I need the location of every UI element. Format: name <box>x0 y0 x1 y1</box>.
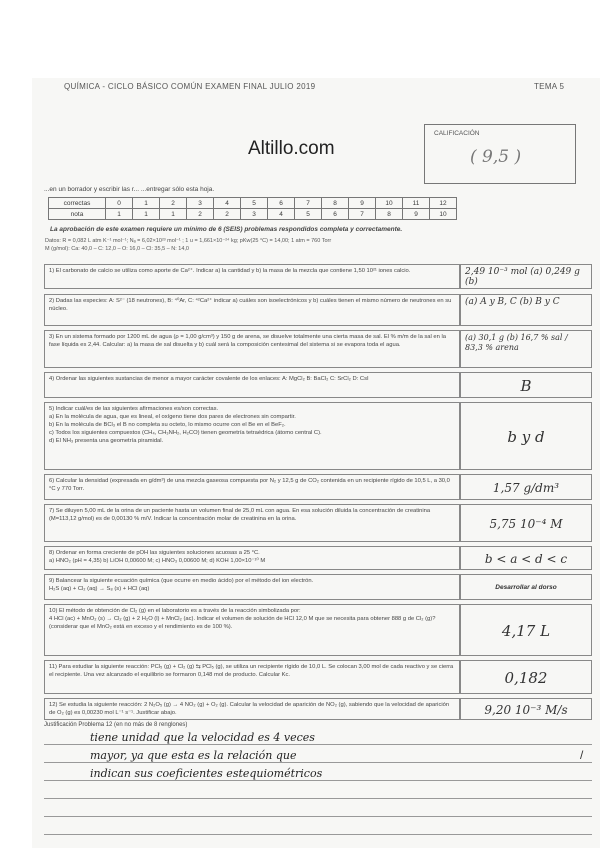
ruled-line <box>44 798 592 799</box>
score-cell: 8 <box>322 198 349 209</box>
handwritten-line: tiene unidad que la velocidad es 4 veces <box>90 731 315 744</box>
answer-10: 4,17 L <box>460 604 592 656</box>
data-line: Datos: R = 0,082 L atm K⁻¹ mol⁻¹; Nₐ = 6,02×10²³ mol⁻¹ ; 1 u = 1,661×10⁻²⁴ kg; pKw(25 °C) = 14,00; 1 atm = 760 Torr <box>45 238 332 244</box>
score-cell: 4 <box>268 209 295 220</box>
score-cell: 2 <box>214 209 241 220</box>
score-cell: 4 <box>214 198 241 209</box>
answer-9: Desarrollar al dorso <box>460 574 592 600</box>
ruled-line <box>44 816 592 817</box>
score-table <box>48 197 457 220</box>
question-8: 8) Ordenar en forma creciente de pOH las siguientes soluciones acuosas a 25 °C. a) HNO₂ (pH = 4,35) b) LiOH 0,00600 M; c) HNO₃ 0,00600 M; d) KOH 1,00×10⁻¹⁰ M <box>44 546 460 570</box>
score-cell: 1 <box>160 209 187 220</box>
score-cell: 2 <box>187 209 214 220</box>
question-4: 4) Ordenar las siguientes sustancias de menor a mayor carácter covalente de los enlaces: A: MgCl₂ B: BaCl₂ C: SrCl₂ D: CsI <box>44 372 460 398</box>
handwritten-line: mayor, ya que esta es la relación que <box>90 749 297 762</box>
answer-12: 9,20 10⁻³ M/s <box>460 698 592 720</box>
score-cell: 7 <box>349 209 376 220</box>
answer-5: b y d <box>460 402 592 470</box>
ruled-line <box>44 834 592 835</box>
score-cell: 2 <box>160 198 187 209</box>
score-cell: 10 <box>430 209 457 220</box>
ruled-line <box>44 762 592 763</box>
score-cell: 1 <box>106 209 133 220</box>
ruled-line <box>44 744 592 745</box>
score-cell: 8 <box>376 209 403 220</box>
score-cell: 3 <box>241 209 268 220</box>
answer-7: 5,75 10⁻⁴ M <box>460 504 592 542</box>
justification-label: Justificación Problema 12 (en no más de 8 renglones) <box>44 722 188 728</box>
exam-theme: TEMA 5 <box>534 82 565 91</box>
answer-11: 0,182 <box>460 660 592 694</box>
data-line: M (g/mol): Ca: 40,0 – C: 12,0 – O: 16,0 – Cl: 35,5 – N: 14,0 <box>45 246 189 252</box>
score-cell: 12 <box>430 198 457 209</box>
question-2: 2) Dadas las especies: A: S²⁻ (18 neutrones), B: ⁴⁰Ar, C: ⁴²Ca²⁺ indicar a) cuáles son isoelectrónicos y b) cuáles tienen el mismo número de neutrones en su núcleo. <box>44 294 460 326</box>
exam-header-title: QUÍMICA - CICLO BÁSICO COMÚN EXAMEN FINAL JULIO 2019 <box>64 82 316 91</box>
score-cell: 6 <box>322 209 349 220</box>
row-label: correctas <box>49 198 106 209</box>
question-12: 12) Se estudia la siguiente reacción: 2 N₂O₅ (g) → 4 NO₂ (g) + O₂ (g). Calcular la velocidad de aparición de NO₂ (g), sabiendo que la velocidad de aparición de O₂ (g) es 0,00230 mol L⁻¹ s⁻¹. Justificar abajo. <box>44 698 460 720</box>
answer-3: (a) 30,1 g (b) 16,7 % sal / 83,3 % arena <box>460 330 592 368</box>
row-label: nota <box>49 209 106 220</box>
score-cell: 9 <box>349 198 376 209</box>
data-constants <box>45 237 331 253</box>
score-cell: 5 <box>295 209 322 220</box>
question-6: 6) Calcular la densidad (expresada en g/dm³) de una mezcla gaseosa compuesta por N₂ y 12,5 g de CO₂ contenida en un recipiente rígido de 10,5 L, a 30,0 °C y 770 Torr. <box>44 474 460 500</box>
score-cell: 1 <box>133 198 160 209</box>
question-3: 3) En un sistema formado por 1200 mL de agua (ρ = 1,00 g/cm³) y 150 g de arena, se disuelve totalmente una cierta masa de sal. El % m/m de la sal en la fase líquida es 2,44. Calcular: a) la masa de sal disuelta y b) cuál será la composición centesimal del sistema si se evapora toda el agua. <box>44 330 460 368</box>
score-cell: 7 <box>295 198 322 209</box>
question-7: 7) Se diluyen 5,00 mL de la orina de un paciente hasta un volumen final de 25,0 mL con agua. En esa solución diluida la concentración de creatinina (M=113,12 g/mol) es de 0,00130 % m/V. Indicar la concentración molar de creatinina en la orina. <box>44 504 460 542</box>
question-9: 9) Balancear la siguiente ecuación química (que ocurre en medio ácido) por el método del ion electrón. H₂S (aq) + Cl₂ (aq) → S₈ (s) + HCl (aq) <box>44 574 460 600</box>
check-mark: / <box>580 748 584 762</box>
score-cell: 11 <box>403 198 430 209</box>
answer-8: b < a < d < c <box>460 546 592 570</box>
grade-label: CALIFICACIÓN <box>434 130 480 137</box>
answer-4: B <box>460 372 592 398</box>
handwritten-line: indican sus coeficientes estequiométricos <box>90 767 323 780</box>
question-10: 10) El método de obtención de Cl₂ (g) en el laboratorio es a través de la reacción simbolizada por: 4 HCl (ac) + MnO₂ (s) → Cl₂ (g) + 2 H₂O (l) + MnCl₂ (ac). Indicar el volumen de solución de HCl 12,0 M que se necesita para obtener 888 g de Cl₂ (g)? (considerar que el MnO₂ está en exceso y el rendimiento es de 100 %). <box>44 604 460 656</box>
score-cell: 10 <box>376 198 403 209</box>
question-11: 11) Para estudiar la siguiente reacción: PCl₅ (g) + Cl₂ (g) ⇆ PCl₅ (g), se utiliza un recipiente rígido de 10,0 L. Se colocan 3,00 mol de cada reactivo y se cierra el recipiente. Una vez alcanzado el equilibrio se formaron 0,148 mol de producto. Calcular Kc. <box>44 660 460 694</box>
score-cell: 6 <box>268 198 295 209</box>
question-5: 5) Indicar cuál/es de las siguientes afirmaciones es/son correctas. a) En la molécula de agua, que es lineal, el oxígeno tiene dos pares de electrones sin compartir. b) En la molécula de BCl₃ el B no completa su octeto, lo mismo ocurre con el Be en el BeF₂. c) Todos los siguientes compuestos (CH₄, CH₃NH₂, H₂CO) tienen geometría tetraédrica (átomo central C). d) El NH₃ presenta una geometría piramidal. <box>44 402 460 470</box>
grade-value: ( 9,5 ) <box>470 147 522 167</box>
score-row-nota <box>49 209 457 220</box>
answer-2: (a) A y B, C (b) B y C <box>460 294 592 326</box>
score-cell: 5 <box>241 198 268 209</box>
score-cell: 0 <box>106 198 133 209</box>
answer-6: 1,57 g/dm³ <box>460 474 592 500</box>
question-1: 1) El carbonato de calcio se utiliza como aporte de Ca²⁺. Indicar a) la cantidad y b) la masa de la mezcla que contiene 1,50 10²¹ iones calcio. <box>44 264 460 289</box>
approval-note: La aprobación de este examen requiere un mínimo de 6 (SEIS) problemas respondidos completa y correctamente. <box>50 226 403 233</box>
score-cell: 3 <box>187 198 214 209</box>
score-cell: 9 <box>403 209 430 220</box>
score-cell: 1 <box>133 209 160 220</box>
instructions: ...en un borrador y escribir las r... ...entregar sólo esta hoja. <box>44 186 215 193</box>
watermark-logo: Altillo.com <box>248 138 335 159</box>
ruled-line <box>44 780 592 781</box>
score-row-correctas <box>49 198 457 209</box>
answer-1: 2,49 10⁻³ mol (a) 0,249 g (b) <box>460 264 592 289</box>
